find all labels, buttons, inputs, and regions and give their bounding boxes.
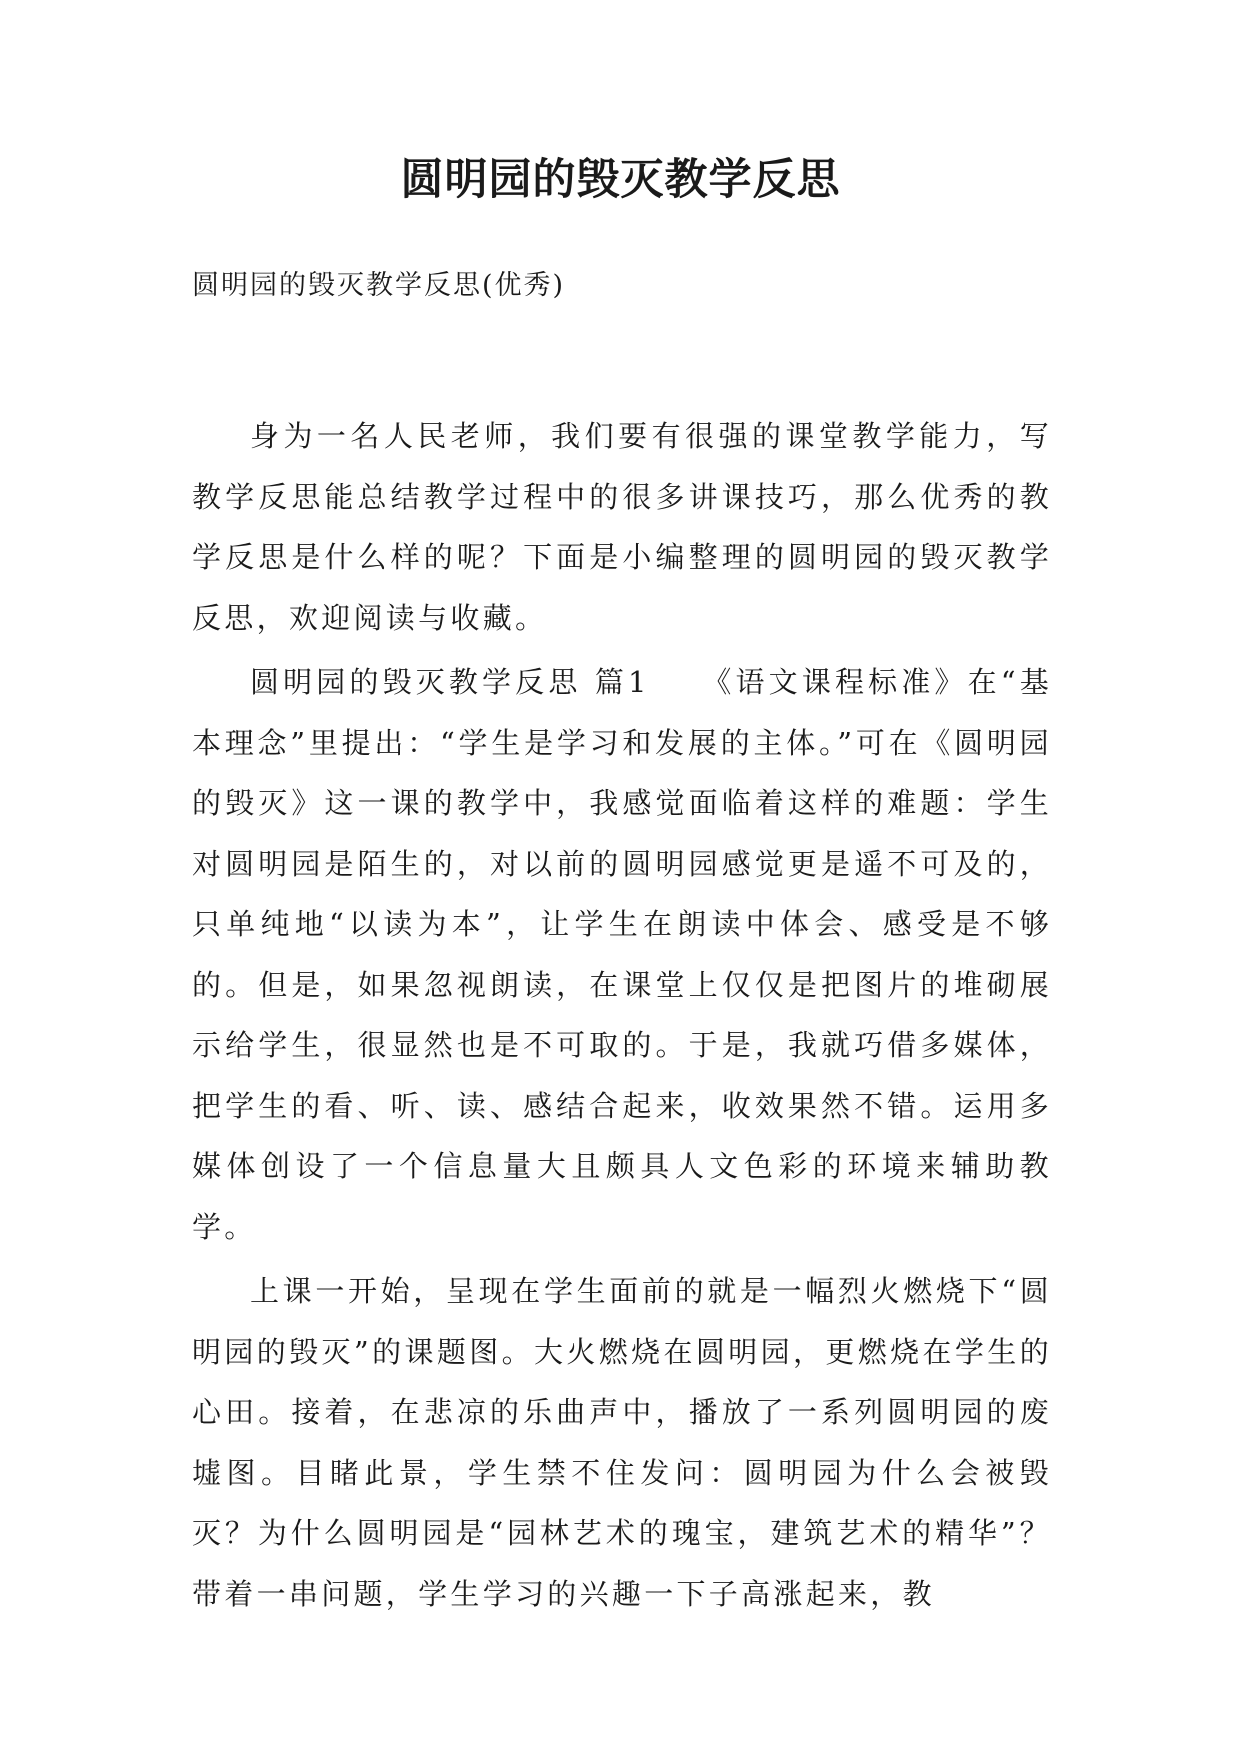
paragraph-lesson-start: 上课一开始，呈现在学生面前的就是一幅烈火燃烧下“圆明园的毁灭”的课题图。大火燃烧在圆明园，更燃烧在学生的心田。接着，在悲凉的乐曲声中，播放了一系列圆明园的废墟图。目睹此景，学生禁不住发问：圆明园为什么会被毁灭？为什么圆明园是“园林艺术的瑰宝，建筑艺术的精华”？带着一串问题，学生学习的兴趣一下子高涨起来，教: [192, 1274, 1052, 1611]
document-title: 圆明园的毁灭教学反思: [400, 155, 841, 205]
document-subtitle: 圆明园的毁灭教学反思(优秀): [192, 270, 566, 301]
paragraph-section-1: 圆明园的毁灭教学反思 篇1 《语文课程标准》在“基本理念”里提出：“学生是学习和发展的主体。”可在《圆明园的毁灭》这一课的教学中，我感觉面临着这样的难题：学生对圆明园是陌生的，对以前的圆明园感觉更是遥不可及的，只单纯地“以读为本”，让学生在朗读中体会、感受是不够的。但是，如果忽视朗读，在课堂上仅仅是把图片的堆砌展示给学生，很显然也是不可取的。于是，我就巧借多媒体，把学生的看、听、读、感结合起来，收效果然不错。运用多媒体创设了一个信息量大且颇具人文色彩的环境来辅助教学。: [192, 665, 1052, 1244]
paragraph-intro: 身为一名人民老师，我们要有很强的课堂教学能力，写教学反思能总结教学过程中的很多讲课技巧，那么优秀的教学反思是什么样的呢？下面是小编整理的圆明园的毁灭教学反思，欢迎阅读与收藏。: [192, 419, 1052, 635]
document-body: [192, 406, 1052, 1624]
